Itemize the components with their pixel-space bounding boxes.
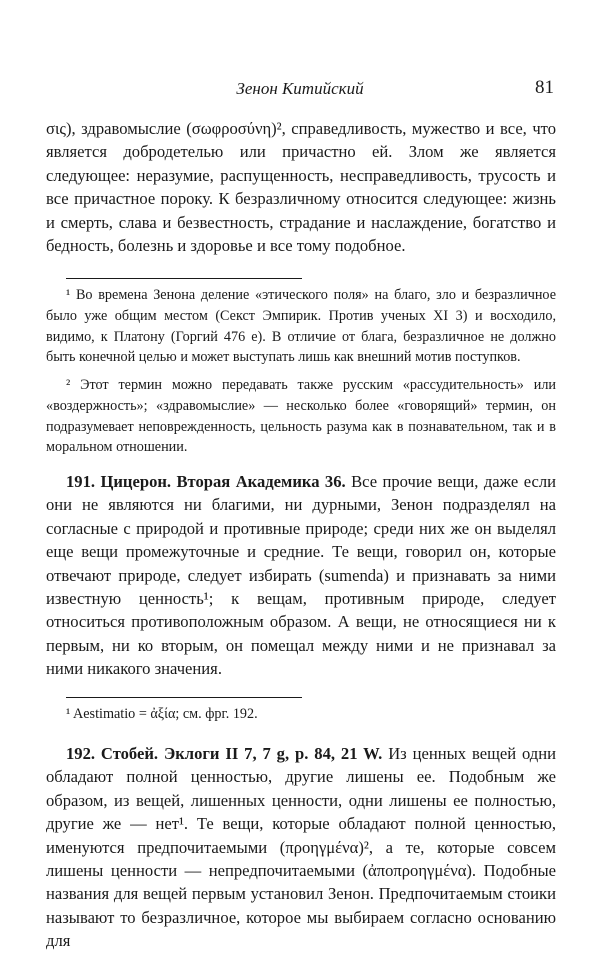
page-number: 81 bbox=[535, 77, 554, 98]
footnote-1: ¹ Во времена Зенона деление «этического поля» на благо, зло и безразличное было уже общим местом (Секст Эмпирик. Против ученых XI 3) и восходило, видимо, к Платону (Горгий 476 е). В отличие от блага, безразличное не должно быть конечной целью и может выступать лишь как внешний мотив поступков. bbox=[46, 287, 556, 366]
fragment-192 bbox=[46, 742, 556, 953]
footnote-2: ² Этот термин можно передавать также русским «рассудительность» или «воздержность»; «здравомыслие» — несколько более «говорящий» термин, он подразумевает неповрежденность, цельность разума как в познавательном, так и в моральном отношении. bbox=[46, 377, 556, 456]
footnote-fragment-191: ¹ Aestimatio = ἀξία; см. фрг. 192. bbox=[66, 706, 258, 722]
fragment-191-text: Все прочие вещи, даже если они не являются ни благими, ни дурными, Зенон подразделял на согласные с природой и противные природе; среди них же он выделял еще вещи промежуточные и средние. Те вещи, говорил он, которые отвечают природе, следует избирать (sumenda) и признавать за ними известную ценность¹; к вещам, противным природе, следует относиться противоположным образом. А вещи, не относящиеся ни к первым, ни ко вторым, он помещал между ними и не признавал за ними никакого значения. bbox=[46, 472, 556, 679]
running-title: Зенон Китийский bbox=[236, 79, 364, 98]
fragment-191-heading: 191. Цицерон. Вторая Академика 36. bbox=[66, 472, 346, 491]
footnote-rule bbox=[66, 278, 302, 279]
fragment-192-text: Из ценных вещей одни обладают полной ценностью, другие лишены ее. Подобным же образом, из вещей, лишенных ценности, одни лишены ее полностью, другие же — нет¹. Те вещи, которые обладают полной ценностью, именуются предпочитаемыми (προηγμένα)², а те, которые совсем лишены ценности — непредпочитаемыми (ἀποπροηγμένα). Подобные названия для вещей первым установил Зенон. Предпочитаемым стоики называют то безразличное, которое мы выбираем согласно основанию для bbox=[46, 744, 556, 951]
fragment-192-heading: 192. Стобей. Эклоги II 7, 7 g, p. 84, 21 W. bbox=[66, 744, 383, 763]
fragment-191 bbox=[46, 470, 556, 681]
paragraph-continuation: σις), здравомыслие (σωφροσύνη)², справедливость, мужество и все, что является добродетелью или причастно ей. Злом же является следующее: неразумие, распущенность, несправедливость, трусость и все причастное пороку. К безразличному относится следующее: жизнь и смерть, слава и безвестность, страдание и наслаждение, богатство и бедность, болезнь и здоровье и все тому подобное. bbox=[46, 119, 556, 256]
footnote-rule bbox=[66, 697, 302, 698]
running-head bbox=[0, 77, 600, 101]
